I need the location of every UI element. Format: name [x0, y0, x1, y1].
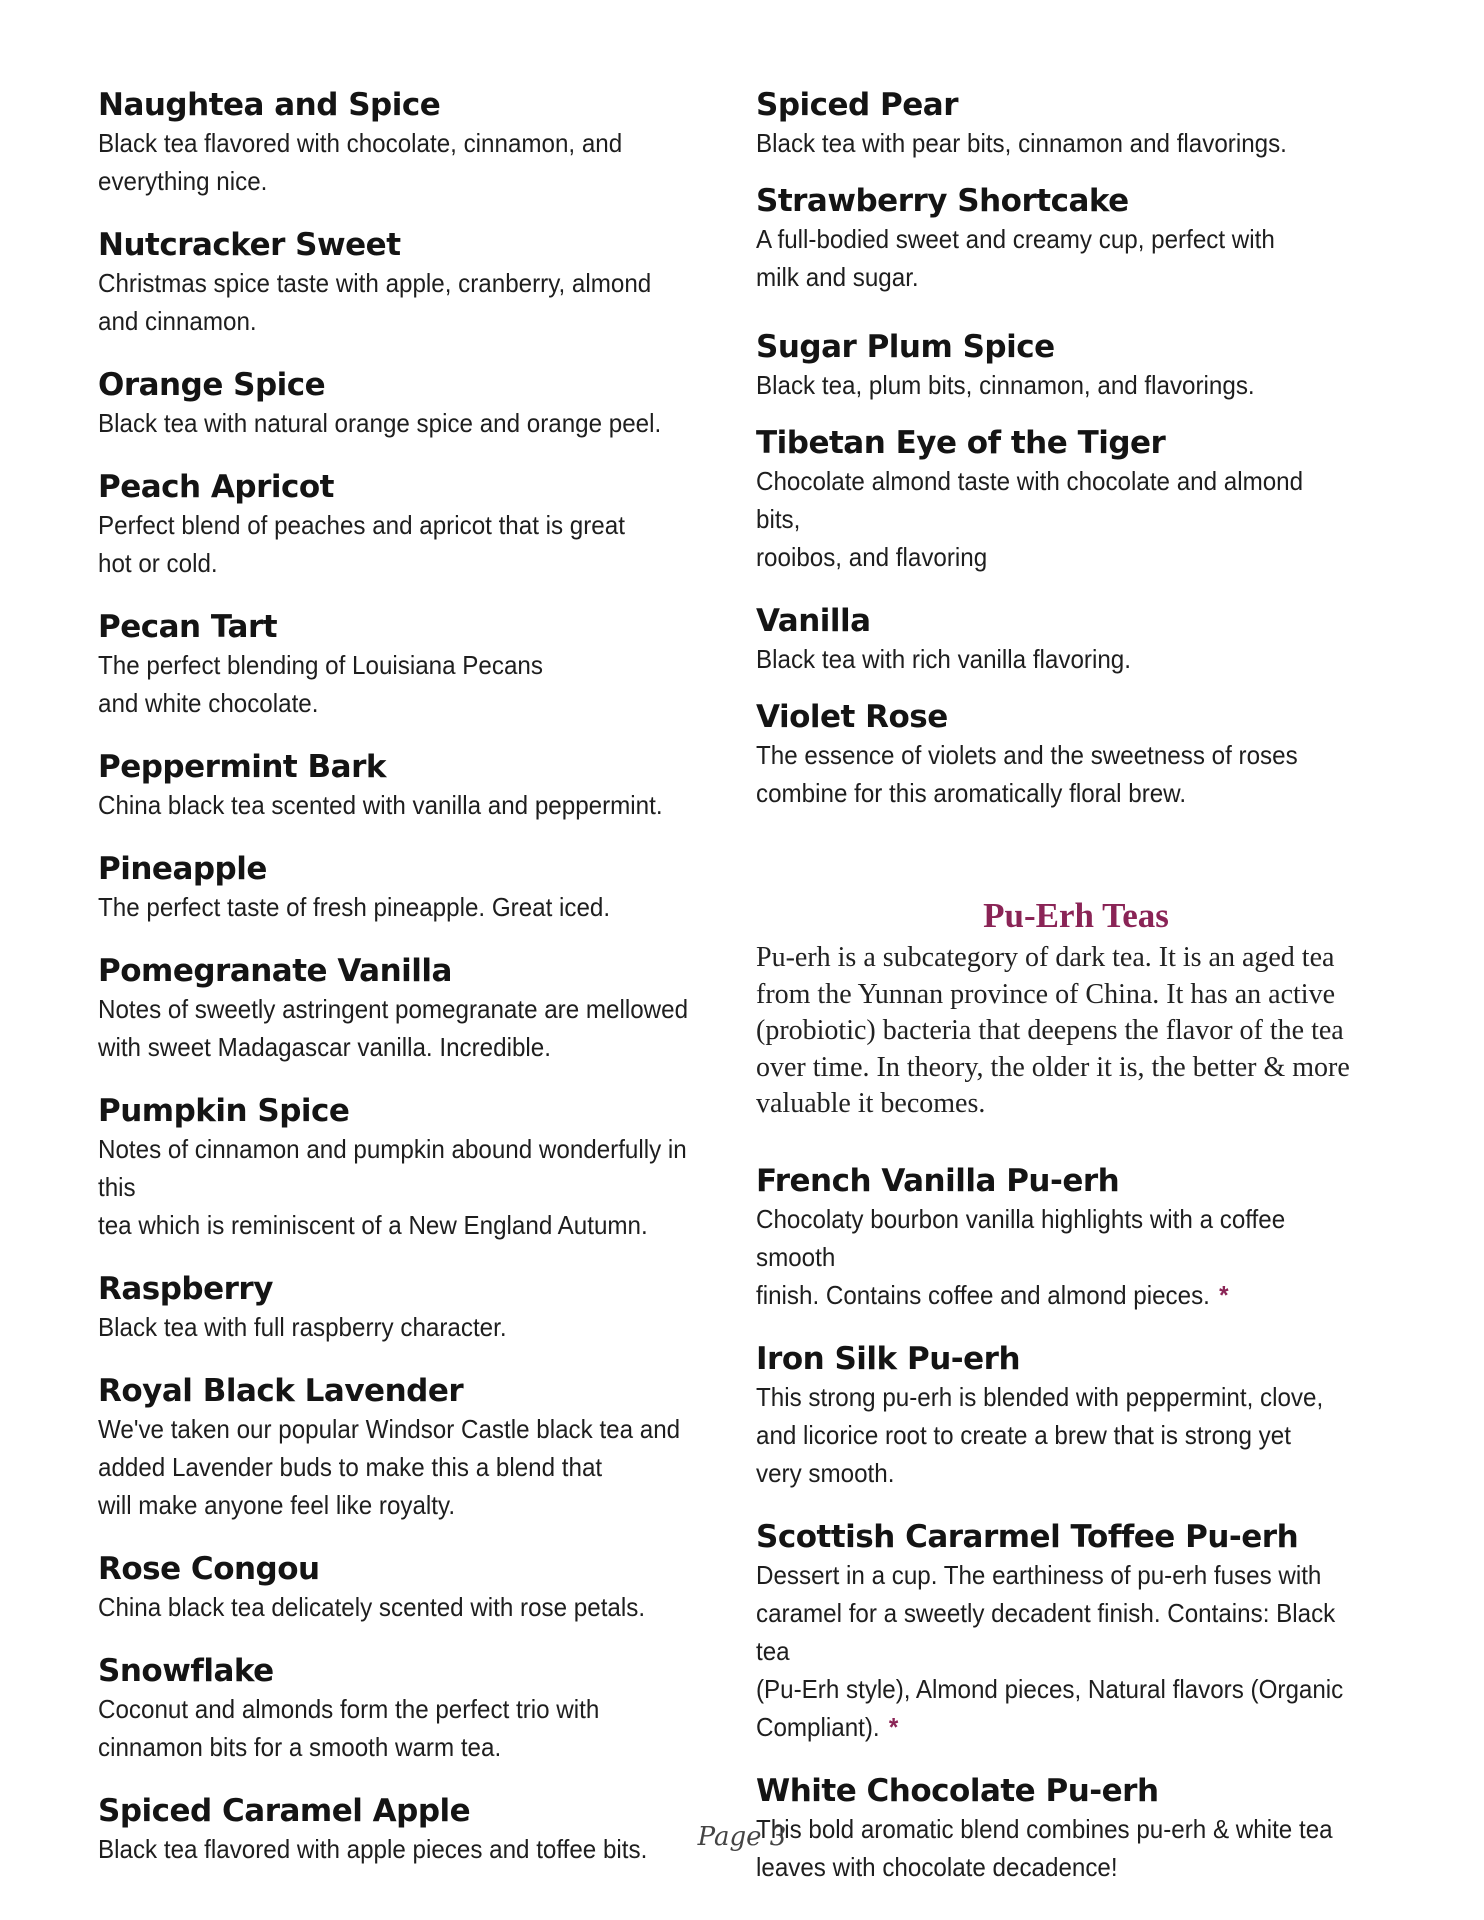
tea-item [98, 1372, 738, 1524]
tea-description: This bold aromatic blend combines pu-erh & white tea leaves with chocolate decadence! [756, 1814, 1333, 1882]
tea-description: This strong pu-erh is blended with peppermint, clove, and licorice root to create a brew that is strong yet very smooth. [756, 1382, 1324, 1488]
tea-description: We've taken our popular Windsor Castle black tea and added Lavender buds to make this a blend that will make anyone feel like royalty. [98, 1414, 681, 1520]
tea-description: Black tea with pear bits, cinnamon and flavorings. [756, 128, 1287, 158]
asterisk-icon: * [1219, 1280, 1229, 1310]
tea-description-text: Dessert in a cup. The earthiness of pu-erh fuses with caramel for a sweetly decadent finish. Contains: Black tea (Pu-Erh style), Almond pieces, Natural flavors (Organic Compliant). [756, 1560, 1344, 1742]
tea-description: A full-bodied sweet and creamy cup, perfect with milk and sugar. [756, 224, 1275, 292]
tea-description: China black tea scented with vanilla and peppermint. [98, 790, 663, 820]
tea-item [98, 1270, 738, 1346]
tea-name: Vanilla [756, 603, 871, 639]
tea-description: Perfect blend of peaches and apricot that is great hot or cold. [98, 510, 625, 578]
tea-item [98, 1092, 738, 1244]
tea-name: Strawberry Shortcake [756, 183, 1129, 219]
tea-name: Nutcracker Sweet [98, 227, 401, 263]
tea-description: Black tea, plum bits, cinnamon, and flavorings. [756, 370, 1255, 400]
tea-description: China black tea delicately scented with rose petals. [98, 1592, 646, 1622]
tea-description: Notes of sweetly astringent pomegranate are mellowed with sweet Madagascar vanilla. Incredible. [98, 994, 689, 1062]
tea-description: Black tea with rich vanilla flavoring. [756, 644, 1131, 674]
tea-description: The perfect blending of Louisiana Pecans and white chocolate. [98, 650, 543, 718]
tea-item [756, 1518, 1396, 1746]
tea-name: Rose Congou [98, 1551, 320, 1587]
section-intro-puerh: Pu-erh is a subcategory of dark tea. It is an aged tea from the Yunnan province of China. It has an active (probiotic) bacteria that deepens the flavor of the tea over time. In theory, the older it is, the better & more valuable it becomes. [756, 942, 1350, 1119]
tea-description-text: Chocolaty bourbon vanilla highlights with a coffee smooth finish. Contains coffee and almond pieces. [756, 1204, 1286, 1310]
left-tea-column [98, 86, 738, 1868]
tea-item [756, 602, 1396, 678]
tea-description: Notes of cinnamon and pumpkin abound wonderfully in this tea which is reminiscent of a New England Autumn. [98, 1134, 687, 1240]
tea-name: Violet Rose [756, 699, 948, 735]
tea-name: Tibetan Eye of the Tiger [756, 425, 1166, 461]
tea-item [756, 698, 1396, 812]
right-tea-column [756, 86, 1396, 812]
tea-item [98, 468, 738, 582]
tea-name: Pomegranate Vanilla [98, 953, 452, 989]
tea-name: Pineapple [98, 851, 267, 887]
tea-item [98, 748, 738, 824]
tea-item [756, 1162, 1396, 1314]
tea-name: Snowflake [98, 1653, 274, 1689]
tea-item [756, 1340, 1396, 1492]
tea-item [98, 226, 738, 340]
tea-item [98, 86, 738, 200]
tea-item [756, 424, 1396, 576]
tea-description [756, 1200, 1351, 1314]
tea-name: Spiced Caramel Apple [98, 1793, 471, 1829]
tea-description: Christmas spice taste with apple, cranberry, almond and cinnamon. [98, 268, 652, 336]
tea-description: Black tea flavored with apple pieces and toffee bits. [98, 1834, 648, 1864]
tea-description: The perfect taste of fresh pineapple. Great iced. [98, 892, 611, 922]
tea-item [98, 1652, 738, 1766]
page-number: Page 3 [697, 1822, 787, 1852]
tea-name: Pecan Tart [98, 609, 278, 645]
tea-description: Black tea with natural orange spice and orange peel. [98, 408, 662, 438]
tea-item [98, 1550, 738, 1626]
tea-name: Orange Spice [98, 367, 326, 403]
tea-description [756, 1556, 1351, 1746]
tea-name: Naughtea and Spice [98, 87, 441, 123]
tea-name: Sugar Plum Spice [756, 329, 1055, 365]
tea-item [98, 608, 738, 722]
asterisk-icon: * [888, 1712, 899, 1742]
tea-name: Peach Apricot [98, 469, 334, 505]
tea-name: Scottish Cararmel Toffee Pu-erh [756, 1519, 1299, 1555]
tea-name: Spiced Pear [756, 87, 958, 123]
tea-description: Chocolate almond taste with chocolate and almond bits, rooibos, and flavoring [756, 466, 1304, 572]
tea-item [98, 850, 738, 926]
tea-name: Peppermint Bark [98, 749, 386, 785]
section-heading-puerh: Pu-Erh Teas [983, 896, 1169, 935]
tea-description: Black tea with full raspberry character. [98, 1312, 507, 1342]
tea-name: French Vanilla Pu-erh [756, 1163, 1120, 1199]
tea-description: The essence of violets and the sweetness of roses combine for this aromatically floral brew. [756, 740, 1298, 808]
tea-name: Iron Silk Pu-erh [756, 1341, 1021, 1377]
tea-name: Pumpkin Spice [98, 1093, 350, 1129]
puerh-tea-list [756, 1162, 1396, 1886]
tea-name: Raspberry [98, 1271, 273, 1307]
tea-item [756, 328, 1396, 404]
tea-name: White Chocolate Pu-erh [756, 1773, 1159, 1809]
tea-item [756, 86, 1396, 162]
tea-item [98, 366, 738, 442]
tea-description: Black tea flavored with chocolate, cinnamon, and everything nice. [98, 128, 623, 196]
tea-item [756, 182, 1396, 296]
tea-item [98, 952, 738, 1066]
tea-name: Royal Black Lavender [98, 1373, 464, 1409]
tea-description: Coconut and almonds form the perfect trio with cinnamon bits for a smooth warm tea. [98, 1694, 600, 1762]
